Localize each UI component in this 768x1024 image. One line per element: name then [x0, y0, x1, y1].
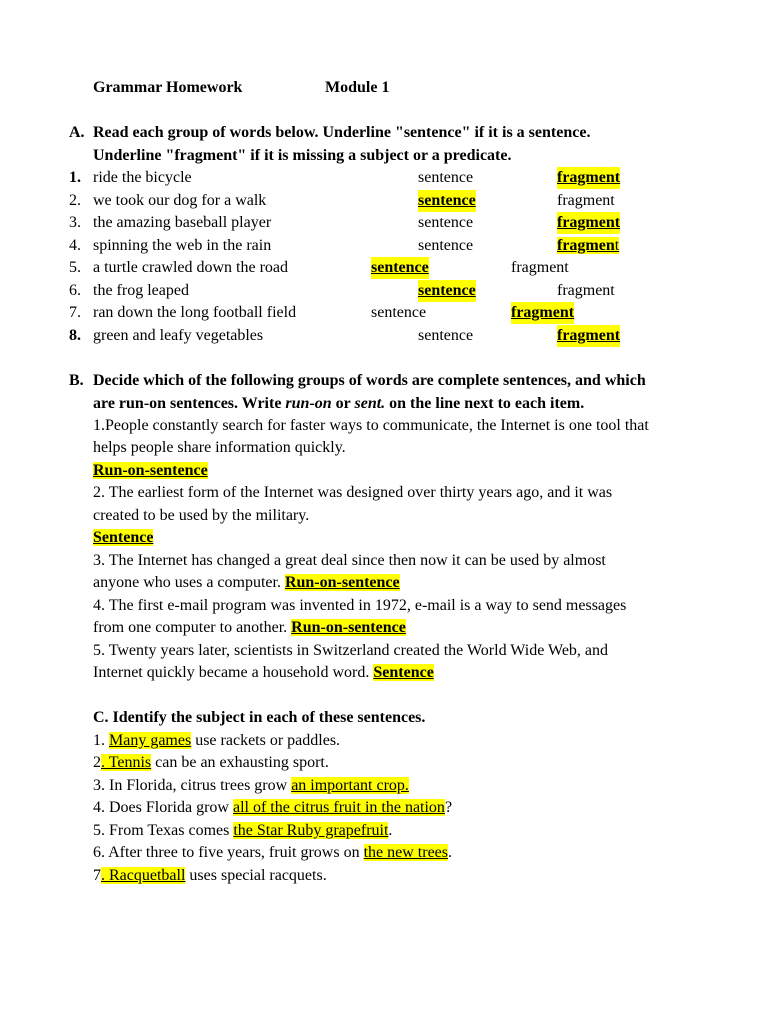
document-page: Grammar Homework Module 1 A. Read each group of words below. Underline "sentence" if it is a sentence. Underline "fragment" if it is missing a subject or a predicate. 1. ride the bicycle sentence fragment 2. we took our dog for a walk sentence fragment 3. the amazing baseball player sentence fragment 4. spinning the web in the rain sentence fragment 5. a turtle crawled down the road sentence fragment 6. the frog leaped sentence fragment 7. ran down the long football field sentence fragment 8. green and leafy vegetables sentence fragment B. Decide which of the following groups of words are complete sentences, and which are run-on sentences. Write run-on or sent. on the line next to each item. 1.People constantly search for faster ways to communicate, the Internet is one tool that helps people share information quickly. Run-on-sentence 2. The earliest form of the Internet was designed over thirty years ago, and it was created to be used by the military. Sentence 3. The Internet has changed a great deal since then now it can be used by almost anyone who uses a computer. Run-on-sentence 4. The first e-mail program was invented in 1972, e-mail is a way to send messages from one computer to another. Run-on-sentence 5. Twenty years later, scientists in Switzerland created the World Wide Web, and Internet quickly became a household word. Sentence C. Identify the subject in each of these sentences. 1. Many games use rackets or paddles. 2. Tennis can be an exhausting sport. 3. In Florida, citrus trees grow an important crop. 4. Does Florida grow all of the citrus fruit in the nation? 5. From Texas comes the Star Ruby grapefruit. 6. After three to five years, fruit grows on the new trees. 7. Racquetball uses special racquets. — [0, 0, 768, 1024]
b-item-1-answer: Run-on-sentence — [93, 462, 208, 479]
section-c-heading: C. Identify the subject in each of these sentences. — [93, 709, 426, 726]
b-item-2-answer: Sentence — [93, 529, 154, 546]
option-sentence: sentence — [371, 257, 429, 279]
option-sentence: sentence — [418, 190, 476, 212]
c-item-2-subject: . Tennis — [101, 754, 152, 771]
b-item-5-line-1: 5. Twenty years later, scientists in Switzerland created the World Wide Web, and — [93, 642, 609, 659]
b-item-1-line-1: 1.People constantly search for faster ways to communicate, the Internet is one tool that — [93, 417, 649, 434]
b-item-4-answer: Run-on-sentence — [291, 619, 406, 636]
c-item-2: 2. Tennis can be an exhausting sport. — [93, 754, 329, 771]
section-a-instruction-1: Read each group of words below. Underline "sentence" if it is a sentence. — [93, 124, 591, 141]
option-fragment: fragment — [557, 167, 620, 189]
c-item-7: 7. Racquetball uses special racquets. — [93, 867, 327, 884]
c-item-6-subject: the new trees — [363, 844, 448, 861]
b-item-5-answer: Sentence — [373, 664, 434, 681]
b-item-5-line-2: Internet quickly became a household word. Sentence — [93, 664, 434, 681]
b-item-2-line-2: created to be used by the military. — [93, 507, 310, 524]
c-item-6: 6. After three to five years, fruit grows on the new trees. — [93, 844, 452, 861]
homework-title — [93, 77, 242, 99]
c-item-3-subject: an important crop. — [291, 777, 409, 794]
section-b-instruction-1: Decide which of the following groups of words are complete sentences, and which — [93, 372, 646, 389]
b-item-3-line-1: 3. The Internet has changed a great deal since then now it can be used by almost — [93, 552, 606, 569]
b-item-4-line-1: 4. The first e-mail program was invented in 1972, e-mail is a way to send messages — [93, 597, 627, 614]
option-fragment: fragment — [557, 282, 615, 299]
module-label: Module 1 — [325, 79, 390, 96]
option-sentence: sentence — [371, 304, 427, 321]
option-sentence: sentence — [418, 237, 474, 254]
b-item-3-answer: Run-on-sentence — [284, 574, 400, 591]
c-item-5-subject: the Star Ruby grapefruit — [233, 822, 389, 839]
option-sentence: sentence — [418, 169, 474, 186]
c-item-3: 3. In Florida, citrus trees grow an important crop. — [93, 777, 409, 794]
c-item-4-subject: all of the citrus fruit in the nation — [232, 799, 445, 816]
option-fragment: fragment — [557, 192, 615, 209]
option-fragment: fragment — [557, 212, 620, 234]
section-b-letter: B. — [69, 372, 84, 389]
option-sentence: sentence — [418, 327, 474, 344]
option-sentence: sentence — [418, 214, 474, 231]
c-item-1: 1. Many games use rackets or paddles. — [93, 732, 341, 749]
c-item-7-subject: . Racquetball — [101, 867, 186, 884]
b-item-3-line-2: anyone who uses a computer. Run-on-sentence — [93, 574, 400, 591]
c-item-5: 5. From Texas comes the Star Ruby grapefruit. — [93, 822, 393, 839]
section-b-instruction-2: are run-on sentences. Write run-on or sent. on the line next to each item. — [93, 395, 585, 412]
c-item-1-subject: Many games — [109, 732, 192, 749]
c-item-4: 4. Does Florida grow all of the citrus fruit in the nation? — [93, 799, 453, 816]
title-text: Grammar Homework — [93, 79, 243, 96]
option-fragment: fragment — [557, 325, 620, 347]
option-fragment: fragment — [511, 302, 574, 324]
option-fragment: fragment — [557, 237, 620, 254]
b-item-1-line-2: helps people share information quickly. — [93, 439, 346, 456]
section-a-letter: A. — [69, 124, 85, 141]
b-item-2-line-1: 2. The earliest form of the Internet was designed over thirty years ago, and it was — [93, 484, 613, 501]
option-sentence: sentence — [418, 280, 476, 302]
b-item-4-line-2: from one computer to another. Run-on-sentence — [93, 619, 406, 636]
option-fragment: fragment — [511, 259, 569, 276]
section-a-instruction-2: Underline "fragment" if it is missing a subject or a predicate. — [93, 147, 512, 164]
